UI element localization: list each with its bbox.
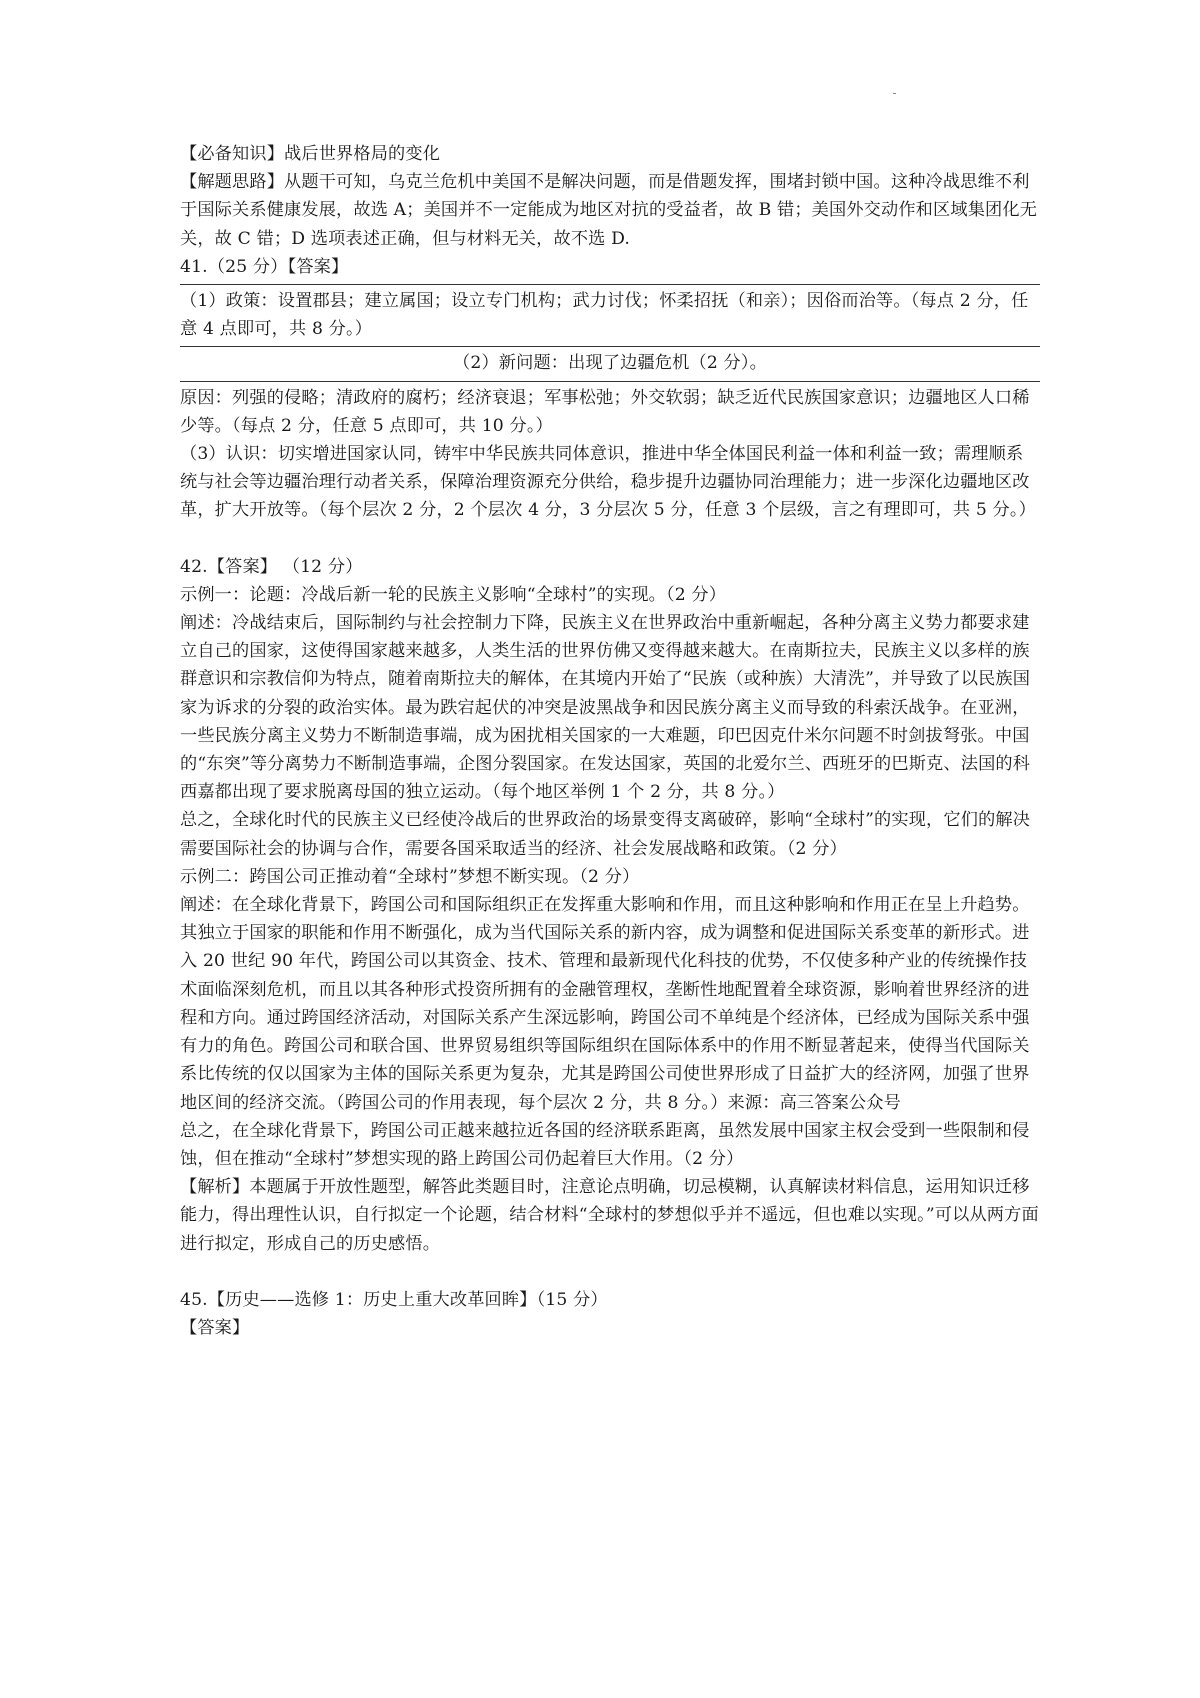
q42-heading: 42.【答案】 （12 分） — [180, 556, 363, 577]
page-speck — [893, 93, 896, 94]
q42-example2-title: 示例二：跨国公司正推动着“全球村”梦想不断实现。（2 分） — [180, 866, 640, 887]
q41-part1: （1）政策：设置郡县；建立属国；设立专门机构；武力讨伐；怀柔招抚（和亲）；因俗而治等。（每点 2 分，任意 4 点即可，共 8 分。） — [180, 291, 1029, 340]
q40-analysis: 【解题思路】从题干可知，乌克兰危机中美国不是解决问题，而是借题发挥，围堵封锁中国。这种冷战思维不利于国际关系健康发展，故选 A；美国并不一定能成为地区对抗的受益者，故 B 错；美国外交动作和区域集团化无关，故 C 错；D 选项表述正确，但与材料无关，故不选 D. — [180, 172, 1038, 249]
q45-heading: 45.【历史——选修 1：历史上重大改革回眸】（15 分） — [180, 1289, 608, 1310]
q42-example1-body: 阐述：冷战结束后，国际制约与社会控制力下降，民族主义在世界政治中重新崛起，各种分离主义势力都要求建立自己的国家，这使得国家越来越多，人类生活的世界仿佛又变得越来越大。在南斯拉夫，民族主义以多样的族群意识和宗教信仰为特点，随着南斯拉夫的解体，在其境内开始了“民族（或种族）大清洗”，并导致了以民族国家为诉求的分裂的政治实体。最为跌宕起伏的冲突是波黑战争和因民族分离主义而导致的科索沃战争。在亚洲，一些民族分离主义势力不断制造事端，成为困扰相关国家的一大难题，印巴因克什米尔问题不时剑拔弩张。中国的“东突”等分离势力不断制造事端，企图分裂国家。在发达国家，英国的北爱尔兰、西班牙的巴斯克、法国的科西嘉都出现了要求脱离母国的独立运动。（每个地区举例 1 个 2 分，共 8 分。） — [180, 613, 1031, 803]
spacer — [180, 525, 1040, 553]
q42-example1-title: 示例一：论题：冷战后新一轮的民族主义影响“全球村”的实现。（2 分） — [180, 584, 727, 605]
q41-heading: 41.（25 分）【答案】 — [180, 256, 349, 277]
q41-part3: （3）认识：切实增进国家认同，铸牢中华民族共同体意识，推进中华全体国民利益一体和利益一致；需理顺系统与社会等边疆治理行动者关系，保障治理资源充分供给，稳步提升边疆协同治理能力；进一步深化边疆地区改革，扩大开放等。（每个层次 2 分，2 个层次 4 分，3 分层次 5 分，任意 3 个层级，言之有理即可，共 5 分。） — [180, 444, 1036, 521]
q42-example2-body: 阐述：在全球化背景下，跨国公司和国际组织正在发挥重大影响和作用，而且这种影响和作用正在呈上升趋势。其独立于国家的职能和作用不断强化，成为当代国际关系的新内容，成为调整和促进国际关系变革的新形式。进入 20 世纪 90 年代，跨国公司以其资金、技术、管理和最新现代化科技的优势，不仅使多种产业的传统操作技术面临深刻危机，而且以其各种形式投资所拥有的金融管理权，垄断性地配置着全球资源，影响着世界经济的进程和方向。通过跨国经济活动，对国际关系产生深远影响，跨国公司不单纯是个经济体，已经成为国际关系中强有力的角色。跨国公司和联合国、世界贸易组织等国际组织在国际体系中的作用不断显著起来，使得当代国际关系比传统的仅以国家为主体的国际关系更为复杂，尤其是跨国公司使世界形成了日益扩大的经济网，加强了世界地区间的经济交流。（跨国公司的作用表现，每个层次 2 分，共 8 分。）来源：高三答案公众号 — [180, 895, 1030, 1113]
q42-example2-summary: 总之，在全球化背景下，跨国公司正越来越拉近各国的经济联系距离，虽然发展中国家主权会受到一些限制和侵蚀，但在推动“全球村”梦想实现的路上跨国公司仍起着巨大作用。（2 分） — [180, 1120, 1030, 1169]
document-page — [180, 140, 1040, 1342]
q41-table-rule-top — [180, 284, 1040, 285]
q42-example1-summary: 总之，全球化时代的民族主义已经使冷战后的世界政治的场景变得支离破碎，影响“全球村”的实现，它们的解决需要国际社会的协调与合作，需要各国采取适当的经济、社会发展战略和政策。（2 分） — [180, 810, 1031, 859]
q41-table-rule-mid — [180, 346, 1040, 347]
q41-part2: （2）新问题：出现了边疆危机（2 分）。 — [453, 353, 767, 374]
spacer — [180, 1258, 1040, 1286]
q45-answer-label: 【答案】 — [180, 1317, 250, 1338]
q42-analysis: 【解析】本题属于开放性题型，解答此类题目时，注意论点明确，切忌模糊，认真解读材料信息，运用知识迁移能力，得出理性认识，自行拟定一个论题，结合材料“全球村的梦想似乎并不遥远，但也难以实现。”可以从两方面进行拟定，形成自己的历史感悟。 — [180, 1177, 1039, 1254]
q40-knowledge: 【必备知识】战后世界格局的变化 — [180, 144, 441, 164]
q41-table-rule-mid2 — [180, 381, 1040, 382]
q41-reasons: 原因：列强的侵略；清政府的腐朽；经济衰退；军事松弛；外交软弱；缺乏近代民族国家意识；边疆地区人口稀少等。（每点 2 分，任意 5 点即可，共 10 分。） — [180, 387, 1030, 436]
